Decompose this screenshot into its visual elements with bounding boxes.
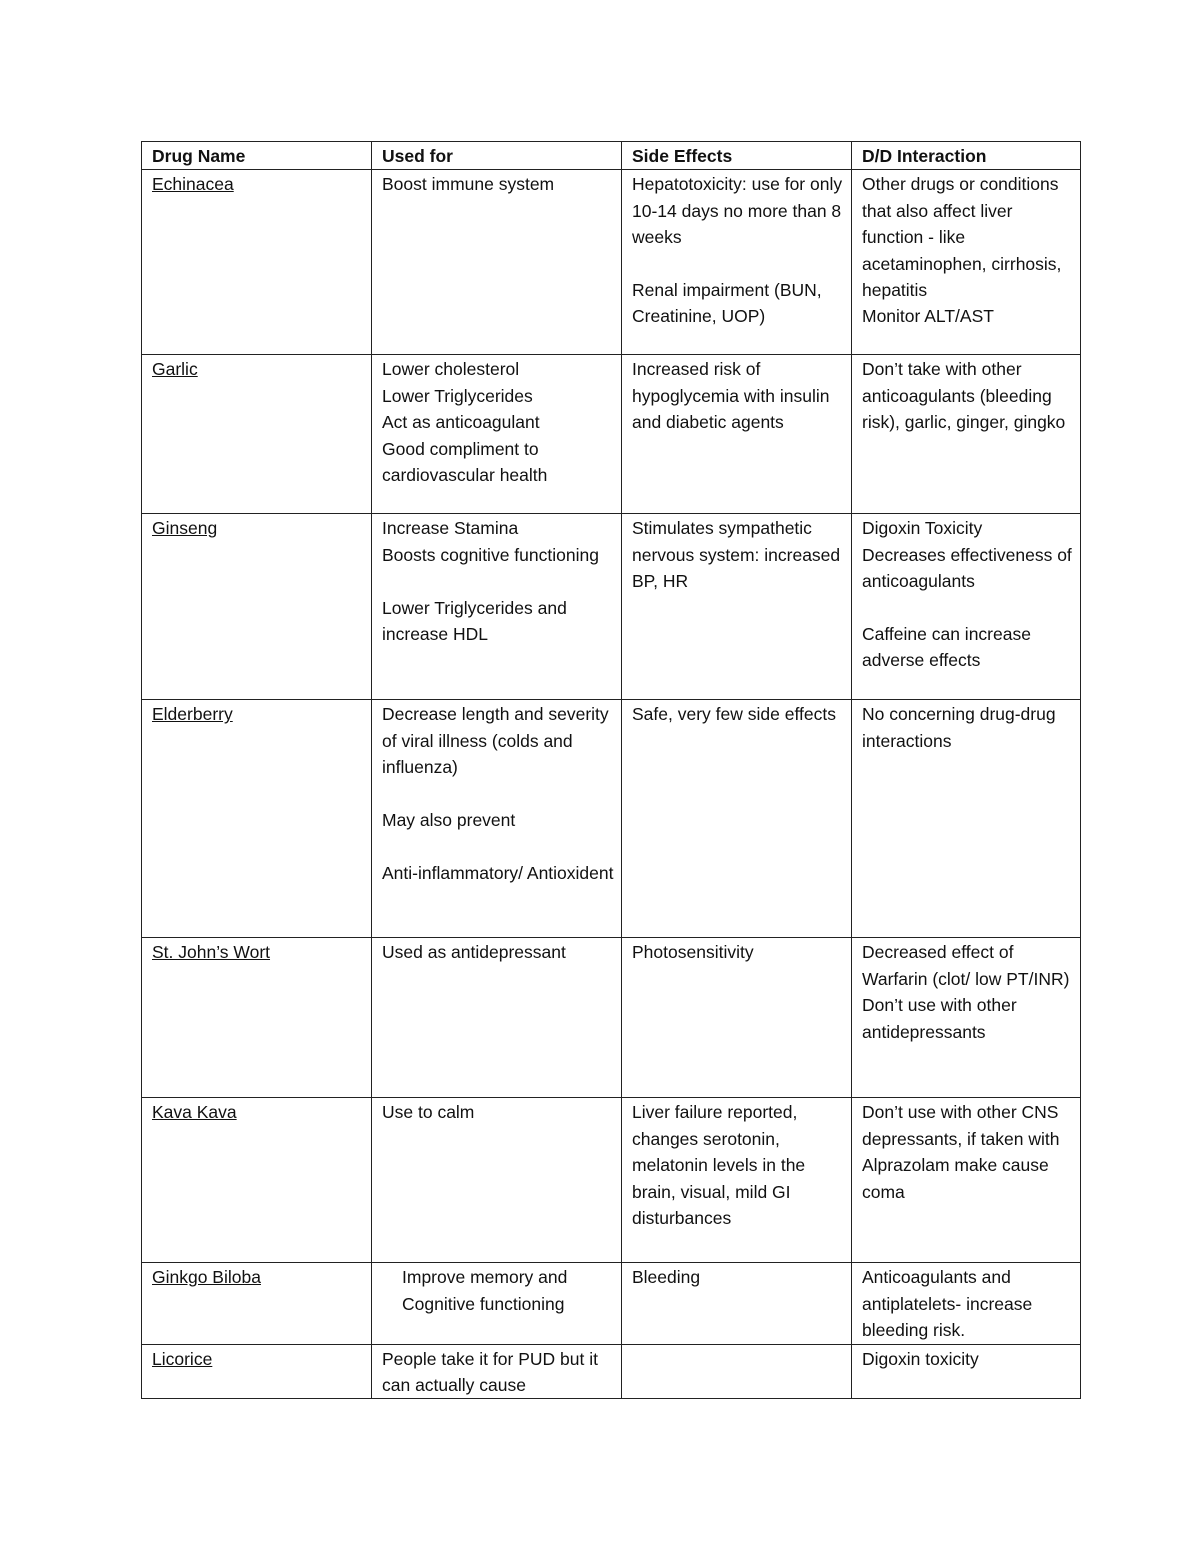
- interaction-cell: No concerning drug-drug interactions: [852, 700, 1081, 938]
- used-for-cell: Lower cholesterol Lower Triglycerides Act as anticoagulant Good compliment to cardiovascular health: [372, 355, 622, 514]
- table-header-row: [142, 142, 1081, 170]
- used-for-cell: Decrease length and severity of viral illness (colds and influenza) May also prevent Anti-inflammatory/ Antioxident: [372, 700, 622, 938]
- table-row: [142, 355, 1081, 514]
- drug-name: Licorice: [152, 1348, 213, 1369]
- used-for-cell: Increase Stamina Boosts cognitive functioning Lower Triglycerides and increase HDL: [372, 514, 622, 700]
- side-effects-cell: Increased risk of hypoglycemia with insulin and diabetic agents: [622, 355, 852, 514]
- drug-name: Ginseng: [152, 518, 218, 539]
- drug-name-cell: [142, 938, 372, 1098]
- interaction-cell: Digoxin toxicity: [852, 1344, 1081, 1399]
- drug-name-cell: [142, 514, 372, 700]
- drug-name-cell: [142, 700, 372, 938]
- table-row: [142, 1344, 1081, 1399]
- used-for-cell: Improve memory and Cognitive functioning: [372, 1263, 622, 1344]
- used-for-cell: Boost immune system: [372, 170, 622, 355]
- table-row: [142, 514, 1081, 700]
- interaction-cell: Other drugs or conditions that also affect liver function - like acetaminophen, cirrhosis, hepatitis Monitor ALT/AST: [852, 170, 1081, 355]
- used-for-cell: People take it for PUD but it can actually cause: [372, 1344, 622, 1399]
- drug-name: Kava Kava: [152, 1102, 237, 1123]
- drug-name: St. John’s Wort: [152, 942, 271, 963]
- interaction-cell: Anticoagulants and antiplatelets- increase bleeding risk.: [852, 1263, 1081, 1344]
- side-effects-cell: Photosensitivity: [622, 938, 852, 1098]
- table-row: [142, 700, 1081, 938]
- interaction-cell: Don’t take with other anticoagulants (bleeding risk), garlic, ginger, gingko: [852, 355, 1081, 514]
- table-row: [142, 1098, 1081, 1263]
- herbal-drug-table: [141, 141, 1081, 1399]
- side-effects-cell: Hepatotoxicity: use for only 10-14 days no more than 8 weeks Renal impairment (BUN, Creatinine, UOP): [622, 170, 852, 355]
- side-effects-cell: [622, 1344, 852, 1399]
- interaction-cell: Digoxin Toxicity Decreases effectiveness of anticoagulants Caffeine can increase adverse effects: [852, 514, 1081, 700]
- drug-name: Ginkgo Biloba: [152, 1267, 261, 1288]
- side-effects-cell: Stimulates sympathetic nervous system: increased BP, HR: [622, 514, 852, 700]
- header-drug-name: Drug Name: [142, 142, 372, 170]
- header-used-for: Used for: [372, 142, 622, 170]
- drug-name: Elderberry: [152, 704, 233, 725]
- table-row: [142, 1263, 1081, 1344]
- interaction-cell: Decreased effect of Warfarin (clot/ low PT/INR) Don’t use with other antidepressants: [852, 938, 1081, 1098]
- side-effects-cell: Safe, very few side effects: [622, 700, 852, 938]
- header-interaction: D/D Interaction: [852, 142, 1081, 170]
- drug-name-cell: [142, 170, 372, 355]
- drug-name-cell: [142, 1263, 372, 1344]
- table-row: [142, 938, 1081, 1098]
- drug-name-cell: [142, 1344, 372, 1399]
- side-effects-cell: Bleeding: [622, 1263, 852, 1344]
- drug-name-cell: [142, 355, 372, 514]
- header-side-effects: Side Effects: [622, 142, 852, 170]
- used-for-cell: Use to calm: [372, 1098, 622, 1263]
- drug-name: Echinacea: [152, 174, 234, 195]
- table-row: [142, 170, 1081, 355]
- used-for-cell: Used as antidepressant: [372, 938, 622, 1098]
- side-effects-cell: Liver failure reported, changes serotonin, melatonin levels in the brain, visual, mild GI disturbances: [622, 1098, 852, 1263]
- drug-name: Garlic: [152, 359, 198, 380]
- interaction-cell: Don’t use with other CNS depressants, if taken with Alprazolam make cause coma: [852, 1098, 1081, 1263]
- drug-name-cell: [142, 1098, 372, 1263]
